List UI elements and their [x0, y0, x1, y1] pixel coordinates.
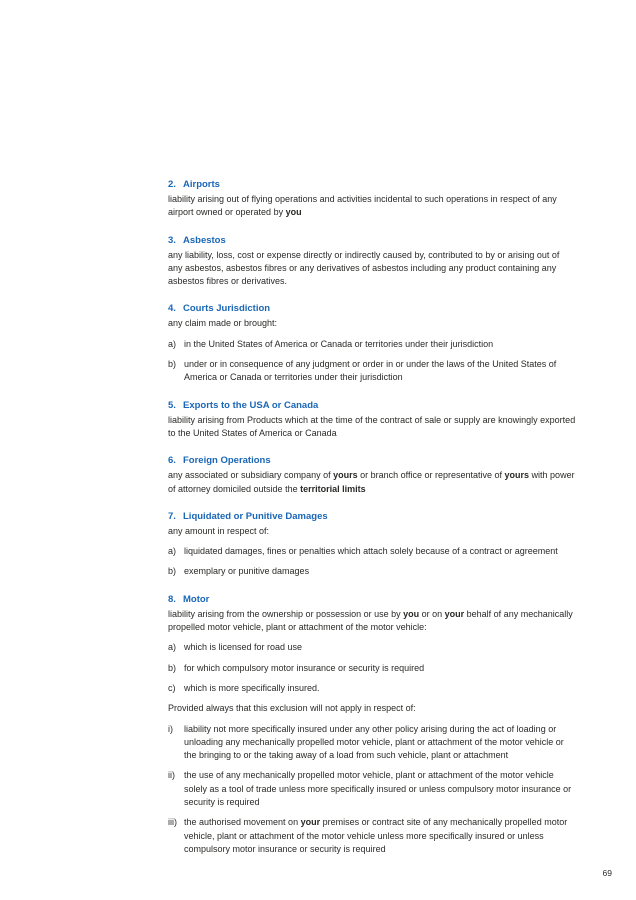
list-item-text: [184, 816, 576, 856]
list-item-text: [184, 641, 576, 654]
list-marker: b): [168, 359, 177, 370]
section-exports-to-the-usa-or-canada: [168, 400, 576, 441]
text-run: liquidated damages, fines or penalties which attach solely because of a contract or agreement: [184, 546, 558, 557]
list-marker: iii): [168, 817, 177, 828]
list-item: [168, 723, 576, 763]
list-item: [168, 662, 576, 675]
list-item-text: [184, 565, 576, 578]
list-item: [168, 545, 576, 558]
section-airports: [168, 179, 576, 220]
text-run: the use of any mechanically propelled motor vehicle, plant or attachment of the motor vehicle solely as a tool of trade unless more specifically insured or unless compulsory motor insurance or security is required: [184, 770, 572, 808]
section-heading: [168, 511, 576, 523]
list-item-text: [184, 662, 576, 675]
list-item-text: [184, 545, 576, 558]
paragraph: [168, 193, 576, 220]
list-item: [168, 565, 576, 578]
text-run: which is more specifically insured.: [184, 682, 320, 693]
list-marker: c): [168, 682, 176, 693]
section-title: Asbestos: [183, 234, 226, 246]
section-heading: [168, 179, 576, 191]
text-run: or on: [419, 608, 445, 619]
section-asbestos: [168, 235, 576, 289]
section-number: 3.: [168, 234, 176, 246]
paragraph: [168, 608, 576, 635]
defined-term: you: [285, 207, 302, 218]
paragraph: [168, 414, 576, 441]
section-courts-jurisdiction: [168, 303, 576, 384]
alpha-list: [168, 545, 576, 579]
section-title: Motor: [183, 593, 210, 605]
alpha-list: [168, 641, 576, 695]
section-title: Airports: [183, 179, 220, 190]
list-item: [168, 769, 576, 809]
section-title: Foreign Operations: [183, 455, 271, 467]
text-run: Provided always that this exclusion will not apply in respect of:: [168, 703, 416, 714]
text-run: any liability, loss, cost or expense directly or indirectly caused by, contributed to by or arising out of any asbestos, asbestos fibres or any derivatives of asbestos including any product containing any asbestos fibres or derivatives.: [168, 249, 560, 287]
roman-list: [168, 723, 576, 857]
list-item-text: [184, 682, 576, 695]
list-item: [168, 816, 576, 856]
text-run: or branch office or representative of: [357, 470, 505, 481]
list-item: [168, 682, 576, 695]
defined-term: yours: [504, 470, 530, 481]
section-number: 7.: [168, 510, 176, 522]
page-number: 69: [602, 868, 612, 878]
section-title: Exports to the USA or Canada: [183, 399, 319, 411]
defined-term: your: [300, 817, 321, 828]
section-heading: [168, 303, 576, 315]
paragraph: [168, 317, 576, 330]
section-number: 5.: [168, 399, 176, 411]
section-number: 4.: [168, 303, 176, 315]
paragraph: [168, 469, 576, 496]
defined-term: yours: [333, 470, 358, 481]
text-run: under or in consequence of any judgment or order in or under the laws of the United States of America or Canada or territories under their jurisdiction: [184, 359, 557, 383]
defined-term: you: [403, 608, 420, 619]
list-item: [168, 358, 576, 385]
list-item-text: [184, 338, 576, 351]
paragraph: [168, 249, 576, 289]
section-number: 6.: [168, 455, 176, 467]
text-run: exemplary or punitive damages: [184, 566, 310, 577]
text-run: for which compulsory motor insurance or security is required: [184, 662, 425, 673]
text-run: premises or contract site of any mechanically propelled motor vehicle, plant or attachment of the motor vehicle unless more specifically insured or unless compulsory motor insurance or security is required: [184, 817, 568, 854]
text-run: any associated or subsidiary company of: [168, 470, 334, 481]
text-run: liability not more specifically insured under any other policy arising during the act of loading or unloading any mechanically propelled motor vehicle, plant or attachment of the motor vehicle or the bringing to or the taking away of a load from such vehicle, plant or attachment: [184, 723, 564, 761]
text-run: the authorised movement on: [184, 817, 301, 828]
text-run: liability arising out of flying operations and activities incidental to such operations in respect of any airport owned or operated by: [168, 194, 557, 218]
list-item: [168, 338, 576, 351]
list-marker: ii): [168, 770, 175, 781]
section-heading: [168, 455, 576, 467]
list-marker: a): [168, 338, 177, 349]
section-heading: [168, 235, 576, 247]
list-marker: i): [168, 723, 173, 734]
text-run: with power of attorney domiciled outside the: [168, 470, 575, 494]
section-title: Courts Jurisdiction: [183, 303, 271, 315]
section-heading: [168, 400, 576, 412]
section-number: 8.: [168, 593, 176, 605]
paragraph: [168, 525, 576, 538]
text-run: in the United States of America or Canada or territories under their jurisdiction: [184, 338, 494, 349]
text-run: behalf of any mechanically propelled motor vehicle, plant or attachment of the motor vehicle:: [168, 608, 573, 633]
section-liquidated-or-punitive-damages: [168, 511, 576, 579]
text-run: liability arising from Products which at the time of the contract of sale or supply are knowingly exported to the United States of America or Canada: [168, 414, 576, 438]
list-item-text: [184, 723, 576, 763]
list-item-text: [184, 358, 576, 385]
defined-term: territorial limits: [300, 483, 366, 494]
text-run: any amount in respect of:: [168, 525, 270, 536]
section-heading: [168, 594, 576, 606]
section-foreign-operations: [168, 455, 576, 496]
text-run: liability arising from the ownership or possession or use by: [168, 608, 404, 619]
list-marker: a): [168, 642, 177, 653]
text-run: which is licensed for road use: [184, 642, 303, 653]
list-item: [168, 641, 576, 654]
section-title: Liquidated or Punitive Damages: [183, 510, 328, 522]
section-motor: [168, 594, 576, 856]
document-content: [168, 179, 576, 871]
paragraph: [168, 702, 576, 715]
list-marker: a): [168, 546, 177, 557]
list-item-text: [184, 769, 576, 809]
list-marker: b): [168, 566, 177, 577]
list-marker: b): [168, 662, 177, 673]
text-run: any claim made or brought:: [168, 318, 278, 329]
section-number: 2.: [168, 179, 176, 190]
defined-term: your: [444, 608, 465, 619]
alpha-list: [168, 338, 576, 385]
